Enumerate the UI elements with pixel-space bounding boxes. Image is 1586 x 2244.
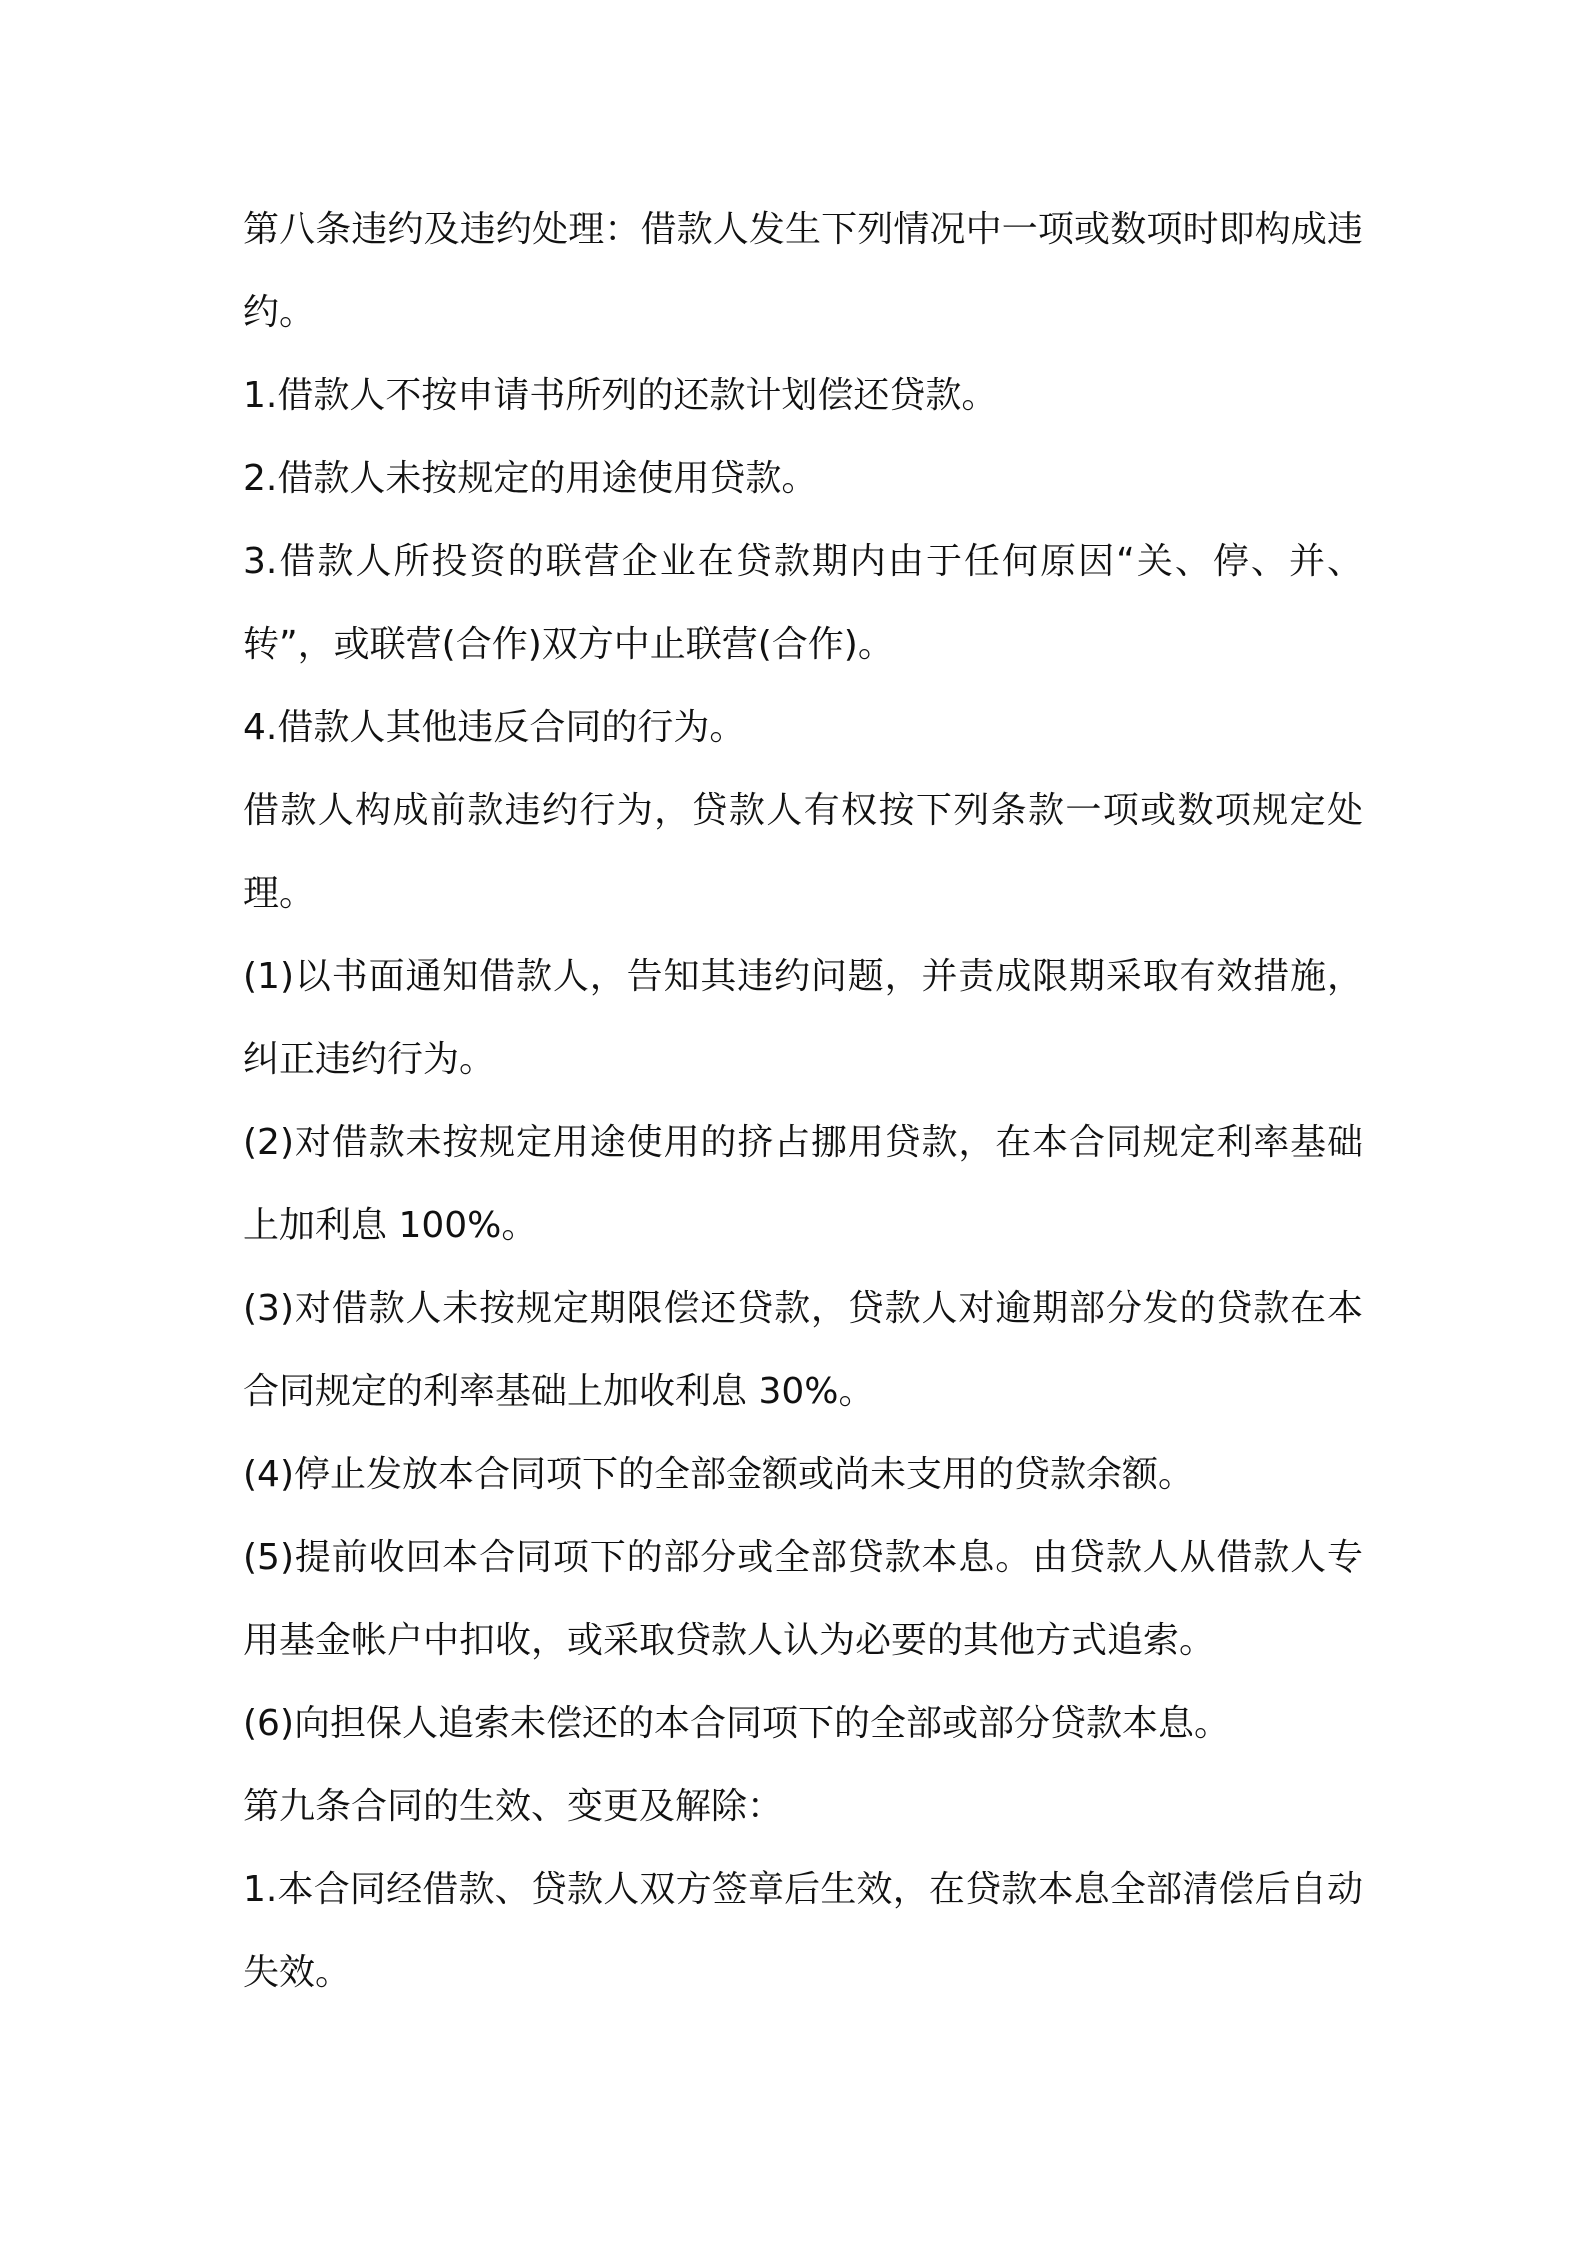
- remedy-item-2: (2)对借款未按规定用途使用的挤占挪用贷款，在本合同规定利率基础上加利息 100%。: [243, 1122, 1363, 1246]
- remedy-item-1: (1)以书面通知借款人，告知其违约问题，并责成限期采取有效措施，纠正违约行为。: [243, 956, 1363, 1080]
- clause-item-3: 3.借款人所投资的联营企业在贷款期内由于任何原因“关、停、并、转”，或联营(合作)双方中止联营(合作)。: [243, 541, 1363, 665]
- clause-item-1: 1.借款人不按申请书所列的还款计划偿还贷款。: [243, 375, 998, 416]
- article-9-heading: 第九条合同的生效、变更及解除：: [243, 1786, 784, 1827]
- article-9-item-1: 1.本合同经借款、贷款人双方签章后生效，在贷款本息全部清偿后自动失效。: [243, 1869, 1363, 1993]
- remedy-item-6: (6)向担保人追索未偿还的本合同项下的全部或部分贷款本息。: [243, 1703, 1230, 1744]
- remedy-item-3: (3)对借款人未按规定期限偿还贷款，贷款人对逾期部分发的贷款在本合同规定的利率基础上加收利息 30%。: [243, 1288, 1363, 1412]
- clause-item-4: 4.借款人其他违反合同的行为。: [243, 707, 746, 748]
- remedy-item-4: (4)停止发放本合同项下的全部金额或尚未支用的贷款余额。: [243, 1454, 1194, 1495]
- document-body: [243, 188, 1363, 2014]
- remedy-intro: 借款人构成前款违约行为，贷款人有权按下列条款一项或数项规定处理。: [243, 790, 1363, 914]
- remedy-item-5: (5)提前收回本合同项下的部分或全部贷款本息。由贷款人从借款人专用基金帐户中扣收，或采取贷款人认为必要的其他方式追索。: [243, 1537, 1363, 1661]
- article-8-heading: 第八条违约及违约处理：借款人发生下列情况中一项或数项时即构成违约。: [243, 209, 1363, 333]
- clause-item-2: 2.借款人未按规定的用途使用贷款。: [243, 458, 818, 499]
